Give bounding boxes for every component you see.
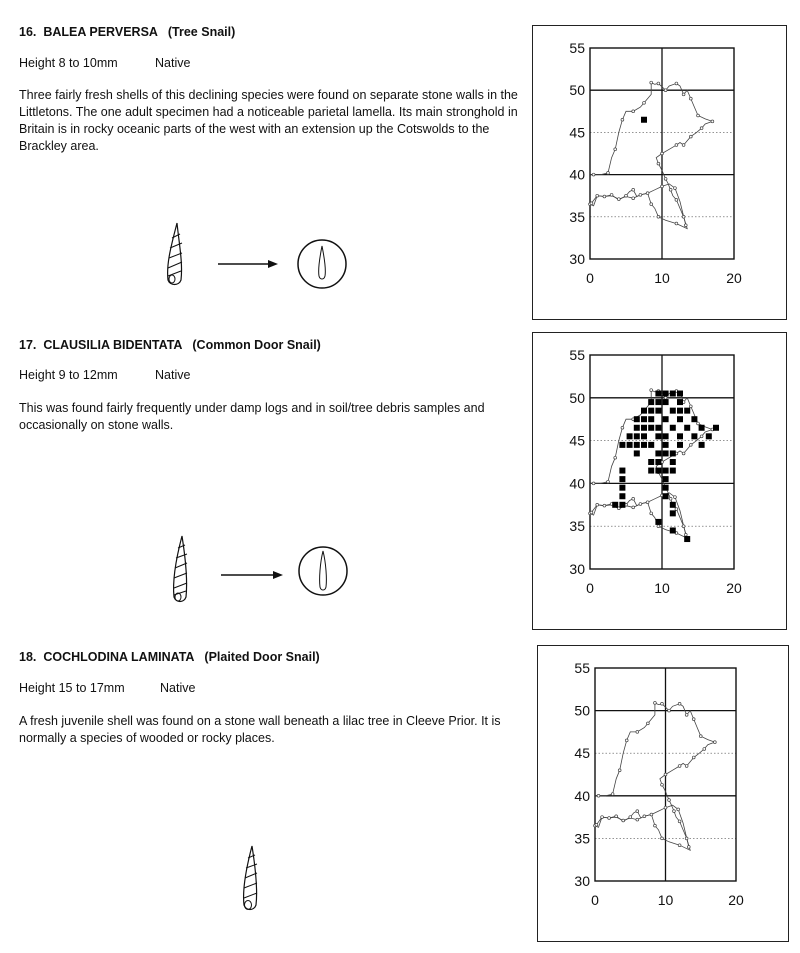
outline-vertex	[664, 773, 667, 776]
outline-vertex	[650, 813, 653, 816]
outline-vertex	[687, 846, 690, 849]
species-description: Three fairly fresh shells of this declining species were found on separate stone walls in the Littletons. The one adult specimen had a noticeable parietal lamella. Its main stronghold in Britain is in rocky oceanic parts of the west with an extension up the Cotswolds to the Brackley area.	[19, 88, 518, 153]
outline-vertex	[636, 810, 639, 813]
outline-vertex	[692, 718, 695, 721]
outline-vertex	[646, 722, 649, 725]
outline-vertex	[608, 817, 611, 820]
map-y-tick-label: 45	[574, 745, 590, 762]
map-x-tick-label: 0	[586, 580, 594, 596]
map-y-tick-label: 35	[569, 208, 585, 225]
outline-vertex	[654, 702, 657, 705]
species-height: Height 8 to 10mm	[19, 56, 118, 70]
outline-vertex	[618, 769, 621, 772]
outline-vertex	[713, 741, 716, 744]
outline-vertex	[673, 810, 676, 813]
outline-vertex	[685, 765, 688, 768]
outline-vertex	[636, 731, 639, 734]
map-x-tick-label: 20	[728, 892, 744, 908]
map-y-tick-label: 30	[574, 873, 590, 889]
outline-vertex	[678, 765, 681, 768]
outline-vertex	[692, 756, 695, 759]
outline-vertex	[678, 844, 681, 847]
map-x-tick-label: 20	[726, 270, 742, 286]
outline-vertex	[611, 793, 614, 796]
map-y-tick-label: 50	[569, 82, 585, 99]
map-y-tick-label: 45	[569, 432, 585, 449]
species-status: Native	[155, 368, 191, 382]
species-description: This was found fairly frequently under damp logs and in soil/tree debris samples and occasionally on stone walls.	[19, 401, 485, 432]
outline-vertex	[595, 823, 598, 826]
map-y-tick-label: 35	[574, 830, 590, 847]
map-y-tick-label: 35	[569, 518, 585, 535]
map-y-tick-label: 50	[574, 702, 590, 719]
outline-vertex	[629, 816, 632, 819]
species-title: 18. COCHLODINA LAMINATA (Plaited Door Snail)	[19, 650, 320, 664]
distribution-map	[537, 645, 789, 942]
map-x-tick-label: 10	[654, 580, 670, 596]
map-y-tick-label: 40	[569, 166, 585, 183]
outline-vertex	[677, 808, 680, 811]
outline-vertex	[685, 713, 688, 716]
outline-vertex	[661, 837, 664, 840]
map-y-tick-label: 50	[569, 389, 585, 406]
outline-vertex	[685, 837, 688, 840]
map-x-tick-label: 20	[726, 580, 742, 596]
species-status: Native	[160, 681, 196, 695]
map-y-tick-label: 30	[569, 561, 585, 577]
outline-vertex	[668, 709, 671, 712]
map-x-tick-label: 0	[591, 892, 599, 908]
outline-vertex	[636, 818, 639, 821]
outline-vertex	[668, 799, 671, 802]
outline-vertex	[678, 820, 681, 823]
outline-vertex	[622, 819, 625, 822]
map-x-tick-label: 0	[586, 270, 594, 286]
map-x-tick-label: 10	[654, 270, 670, 286]
outline-vertex	[597, 794, 600, 797]
shell-illustration	[230, 843, 280, 918]
map-y-tick-label: 55	[569, 347, 585, 363]
species-height: Height 9 to 12mm	[19, 368, 118, 382]
outline-vertex	[678, 702, 681, 705]
outline-vertex	[661, 702, 664, 705]
map-y-tick-label: 40	[569, 475, 585, 492]
species-title: 16. BALEA PERVERSA (Tree Snail)	[19, 25, 236, 39]
map-y-tick-label: 55	[569, 40, 585, 56]
outline-vertex	[654, 824, 657, 827]
species-status: Native	[155, 56, 191, 70]
outline-vertex	[661, 783, 664, 786]
species-height: Height 15 to 17mm	[19, 681, 125, 695]
species-title: 17. CLAUSILIA BIDENTATA (Common Door Snail)	[19, 338, 321, 352]
outline-vertex	[703, 748, 706, 751]
outline-vertex	[699, 735, 702, 738]
county-outline	[595, 703, 715, 850]
map-y-tick-label: 45	[569, 124, 585, 141]
map-y-tick-label: 30	[569, 251, 585, 267]
shell-icon	[244, 846, 257, 910]
outline-vertex	[643, 815, 646, 818]
species-description: A fresh juvenile shell was found on a stone wall beneath a lilac tree in Cleeve Prior. It is normally a species of wooded or rocky places.	[19, 714, 501, 745]
map-y-tick-label: 55	[574, 660, 590, 676]
map-x-tick-label: 10	[657, 892, 674, 908]
outline-vertex	[615, 815, 618, 818]
outline-vertex	[601, 816, 604, 819]
map-y-tick-label: 40	[574, 787, 590, 804]
outline-vertex	[664, 806, 667, 809]
outline-vertex	[625, 739, 628, 742]
